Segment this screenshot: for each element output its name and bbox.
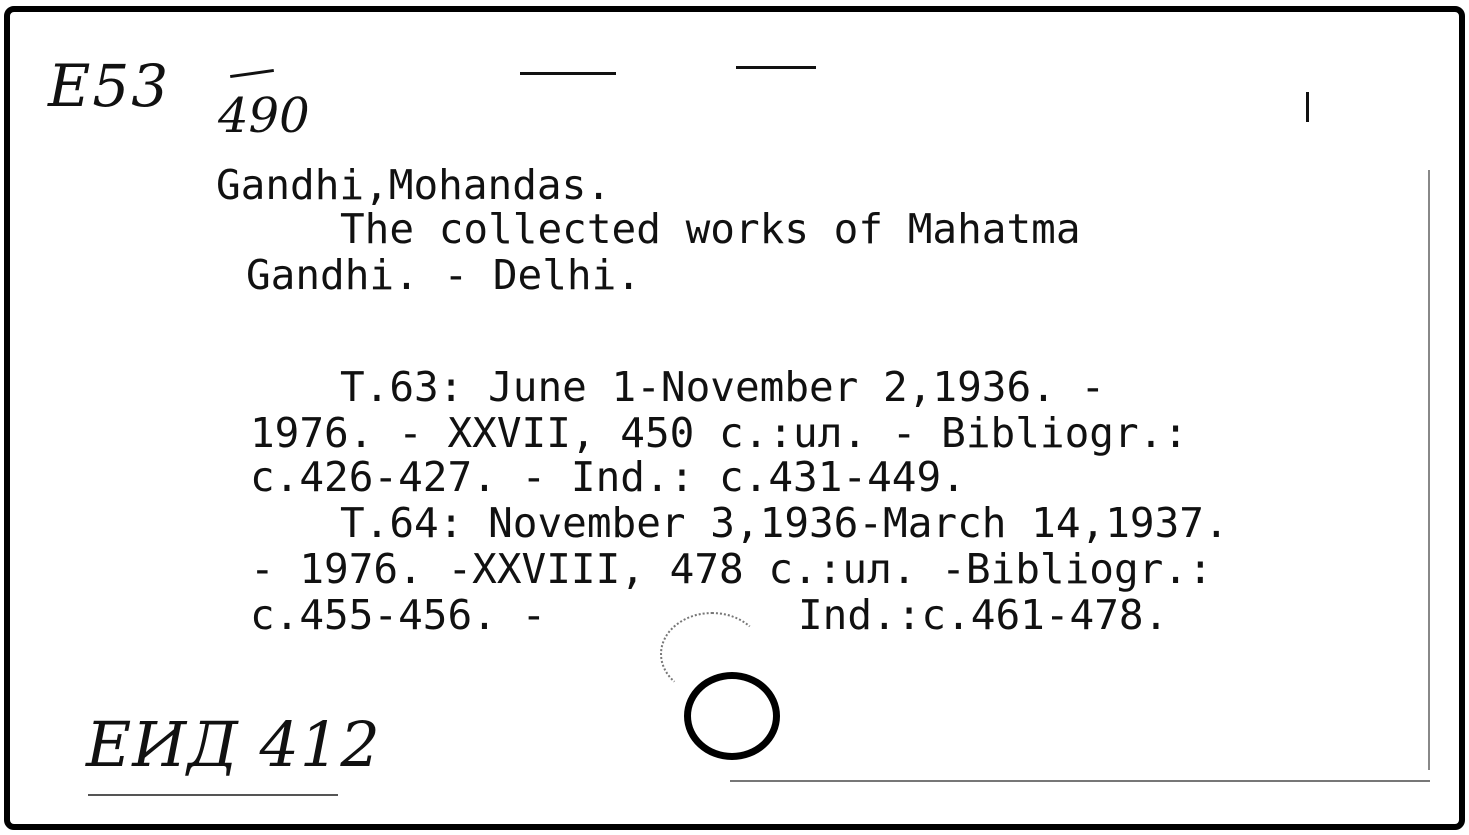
shelf-mark: ЕИД 412 [86, 708, 381, 781]
bottom-rule [730, 780, 1430, 782]
volume-63-line-3: c.426-427. - Ind.: c.431-449. [250, 453, 966, 501]
volume-63-line-1: T.63: June 1-November 2,1936. - [340, 363, 1106, 411]
header-rule-left [520, 72, 616, 75]
volume-64-index: Ind.:c.461-478. [798, 591, 1169, 639]
volume-64-line-3: c.455-456. - [250, 591, 547, 639]
volume-63-line-2: 1976. - XXVII, 450 c.:uл. - Bibliogr.: [250, 409, 1188, 457]
author-heading: Gandhi,Mohandas. [216, 161, 611, 209]
volume-64-line-1: T.64: November 3,1936-March 14,1937. [340, 499, 1229, 547]
card-inner-right-line [1428, 170, 1430, 770]
margin-mark [1306, 92, 1309, 122]
punch-hole [684, 672, 780, 760]
call-number: E53 [48, 52, 171, 120]
card-shadow-edge [10, 826, 1456, 829]
volume-64-line-2: - 1976. -XXVIII, 478 c.:uл. -Bibliogr.: [250, 545, 1213, 593]
title-line-2: Gandhi. - Delhi. [246, 251, 641, 299]
shelf-mark-underline [88, 794, 338, 796]
title-line-1: The collected works of Mahatma [340, 205, 1081, 253]
header-rule-right [736, 66, 816, 69]
call-number-sub: 490 [218, 88, 310, 144]
